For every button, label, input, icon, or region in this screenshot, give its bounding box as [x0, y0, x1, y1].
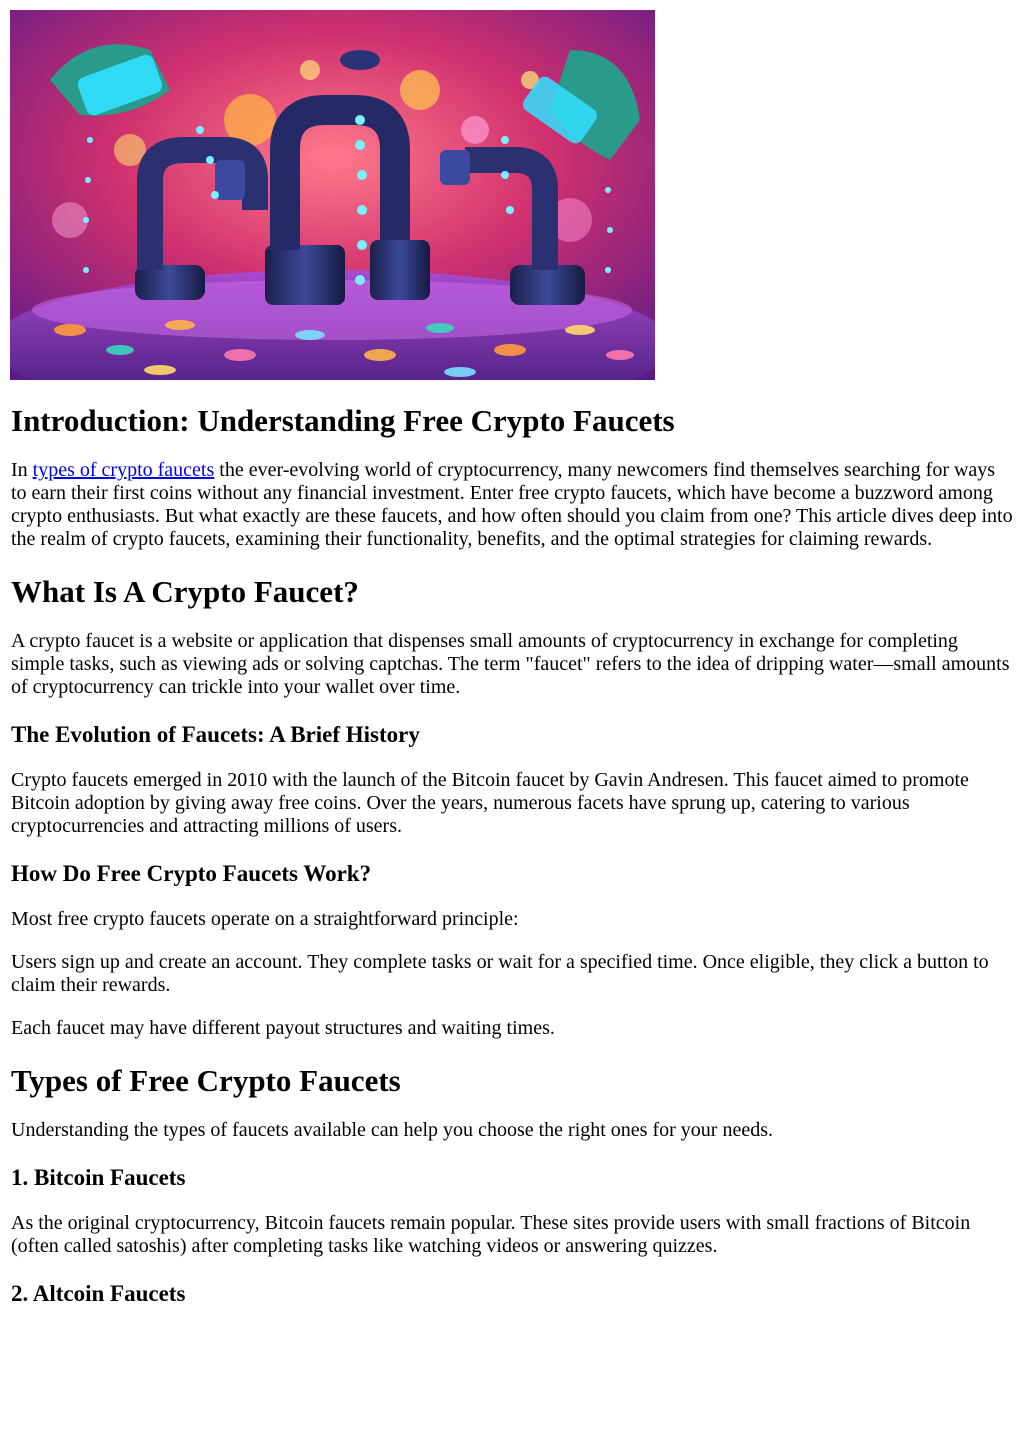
types-of-crypto-faucets-link[interactable]: types of crypto faucets — [32, 459, 215, 481]
bitcoin-heading: 1. Bitcoin Faucets — [11, 1165, 186, 1190]
how-heading: How Do Free Crypto Faucets Work? — [11, 861, 372, 886]
intro-heading: Introduction: Understanding Free Crypto Faucets — [11, 403, 675, 438]
evolution-paragraph: Crypto faucets emerged in 2010 with the launch of the Bitcoin faucet by Gavin Andresen. This faucet aimed to promote Bitcoin adoption by giving away free coins. Over the years, numerous facets have sprung up, catering to various cryptocurrencies and attracting millions of users. — [11, 769, 969, 837]
types-paragraph: Understanding the types of faucets available can help you choose the right ones for your needs. — [11, 1119, 773, 1141]
how-paragraph-2: Users sign up and create an account. They complete tasks or wait for a specified time. Once eligible, they click a button to claim their rewards. — [11, 951, 989, 996]
intro-suffix: the ever-evolving world of cryptocurrency, many newcomers find themselves searching for ways to earn their first coins without any financial investment. Enter free crypto faucets, which have become a buzzword among crypto enthusiasts. But what exactly are these faucets, and how often should you claim from one? This article dives deep into the realm of crypto faucets, examining their functionality, benefits, and the optimal strategies for claiming rewards. — [11, 459, 1013, 550]
article-body — [11, 380, 1014, 1308]
intro-prefix: In — [11, 459, 33, 481]
what-is-paragraph: A crypto faucet is a website or application that dispenses small amounts of cryptocurrency in exchange for completing simple tasks, such as viewing ads or solving captchas. The term "faucet" refers to the idea of dripping water—small amounts of cryptocurrency can trickle into your wallet over time. — [11, 630, 1010, 698]
types-heading: Types of Free Crypto Faucets — [11, 1063, 401, 1098]
intro-paragraph — [11, 459, 1014, 551]
what-is-heading: What Is A Crypto Faucet? — [11, 574, 359, 609]
how-paragraph-1: Most free crypto faucets operate on a straightforward principle: — [11, 908, 519, 930]
how-paragraph-3: Each faucet may have different payout structures and waiting times. — [11, 1017, 555, 1039]
evolution-heading: The Evolution of Faucets: A Brief History — [11, 722, 420, 747]
bitcoin-paragraph: As the original cryptocurrency, Bitcoin faucets remain popular. These sites provide users with small fractions of Bitcoin (often called satoshis) after completing tasks like watching videos or answering quizzes. — [11, 1212, 971, 1257]
hero-image — [10, 10, 655, 380]
altcoin-heading: 2. Altcoin Faucets — [11, 1281, 186, 1306]
